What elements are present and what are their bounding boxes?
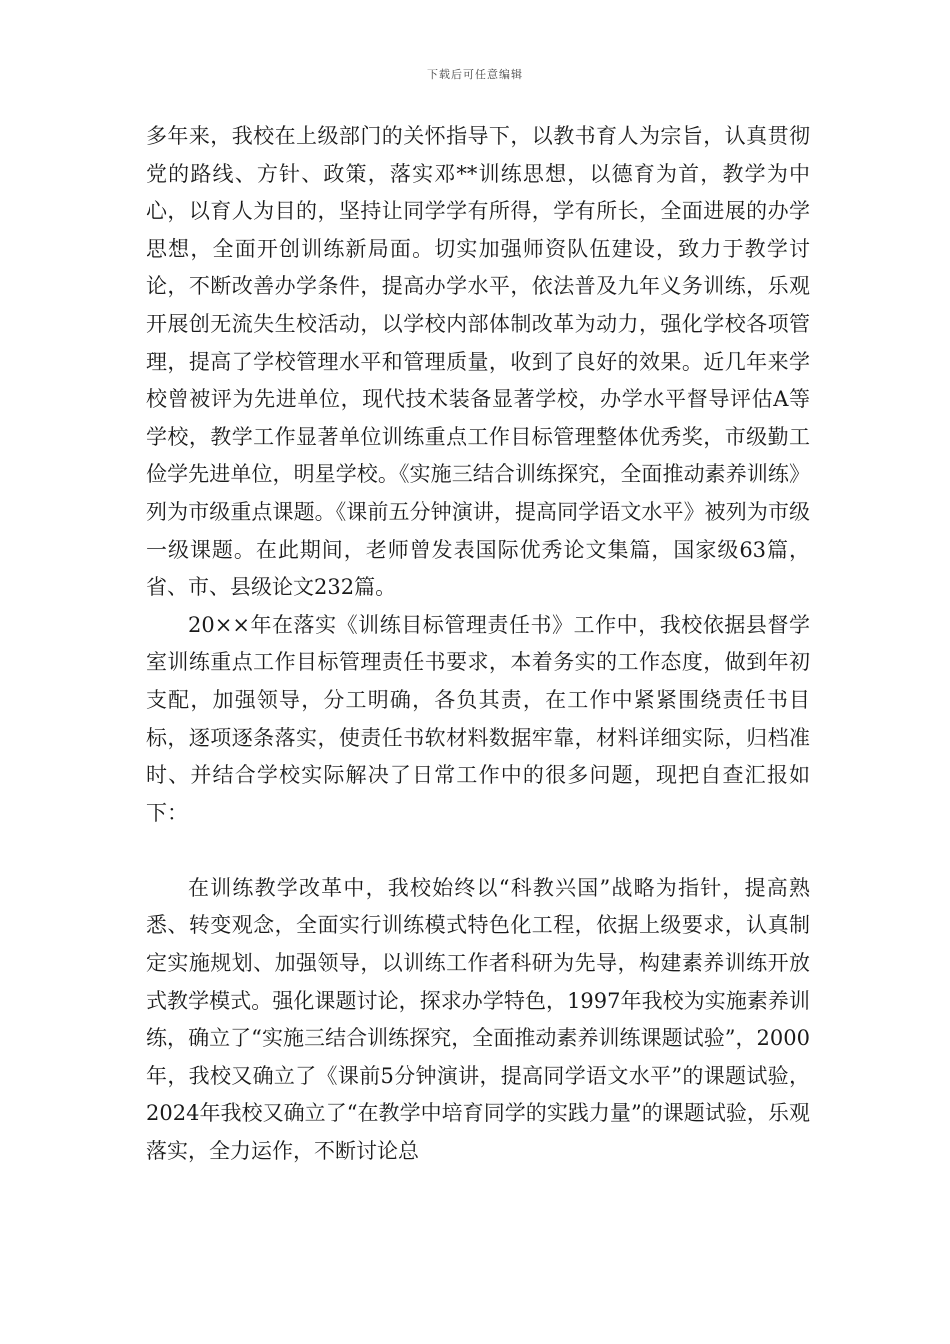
document-body [146, 118, 810, 1171]
paragraph-spacer [146, 832, 810, 870]
page-header: 下载后可任意编辑 [427, 68, 523, 81]
paragraph-responsibility: 20××年在落实《训练目标管理责任书》工作中，我校依据县督学室训练重点工作目标管理责任书要求，本着务实的工作态度，做到年初支配，加强领导，分工明确，各负其责，在工作中紧紧围绕责任书目标，逐项逐条落实，使责任书软材料数据牢靠，材料详细实际，归档准时、并结合学校实际解决了日常工作中的很多问题，现把自查汇报如下： [146, 612, 810, 825]
paragraph-reform: 在训练教学改革中，我校始终以“科教兴国”战略为指针，提高熟悉、转变观念，全面实行训练模式特色化工程，依据上级要求，认真制定实施规划、加强领导，以训练工作者科研为先导，构建素养训练开放式教学模式。强化课题讨论，探求办学特色，1997年我校为实施素养训练，确立了“实施三结合训练探究，全面推动素养训练课题试验”，2000年，我校又确立了《课前5分钟演讲，提高同学语文水平”的课题试验，2024年我校又确立了“在教学中培育同学的实践力量”的课题试验，乐观落实，全力运作，不断讨论总 [146, 875, 810, 1164]
paragraph-intro: 多年来，我校在上级部门的关怀指导下，以教书育人为宗旨，认真贯彻党的路线、方针、政策，落实邓**训练思想，以德育为首，教学为中心，以育人为目的，坚持让同学学有所得，学有所长，全面进展的办学思想，全面开创训练新局面。切实加强师资队伍建设，致力于教学讨论，不断改善办学条件，提高办学水平，依法普及九年义务训练，乐观开展创无流失生校活动，以学校内部体制改革为动力，强化学校各项管理，提高了学校管理水平和管理质量，收到了良好的效果。近几年来学校曾被评为先进单位，现代技术装备显著学校，办学水平督导评估A等学校，教学工作显著单位训练重点工作目标管理整体优秀奖，市级勤工俭学先进单位，明星学校。《实施三结合训练探究，全面推动素养训练》列为市级重点课题。《课前五分钟演讲，提高同学语文水平》被列为市级一级课题。在此期间，老师曾发表国际优秀论文集篇，国家级63篇，省、市、县级论文232篇。 [146, 124, 810, 600]
